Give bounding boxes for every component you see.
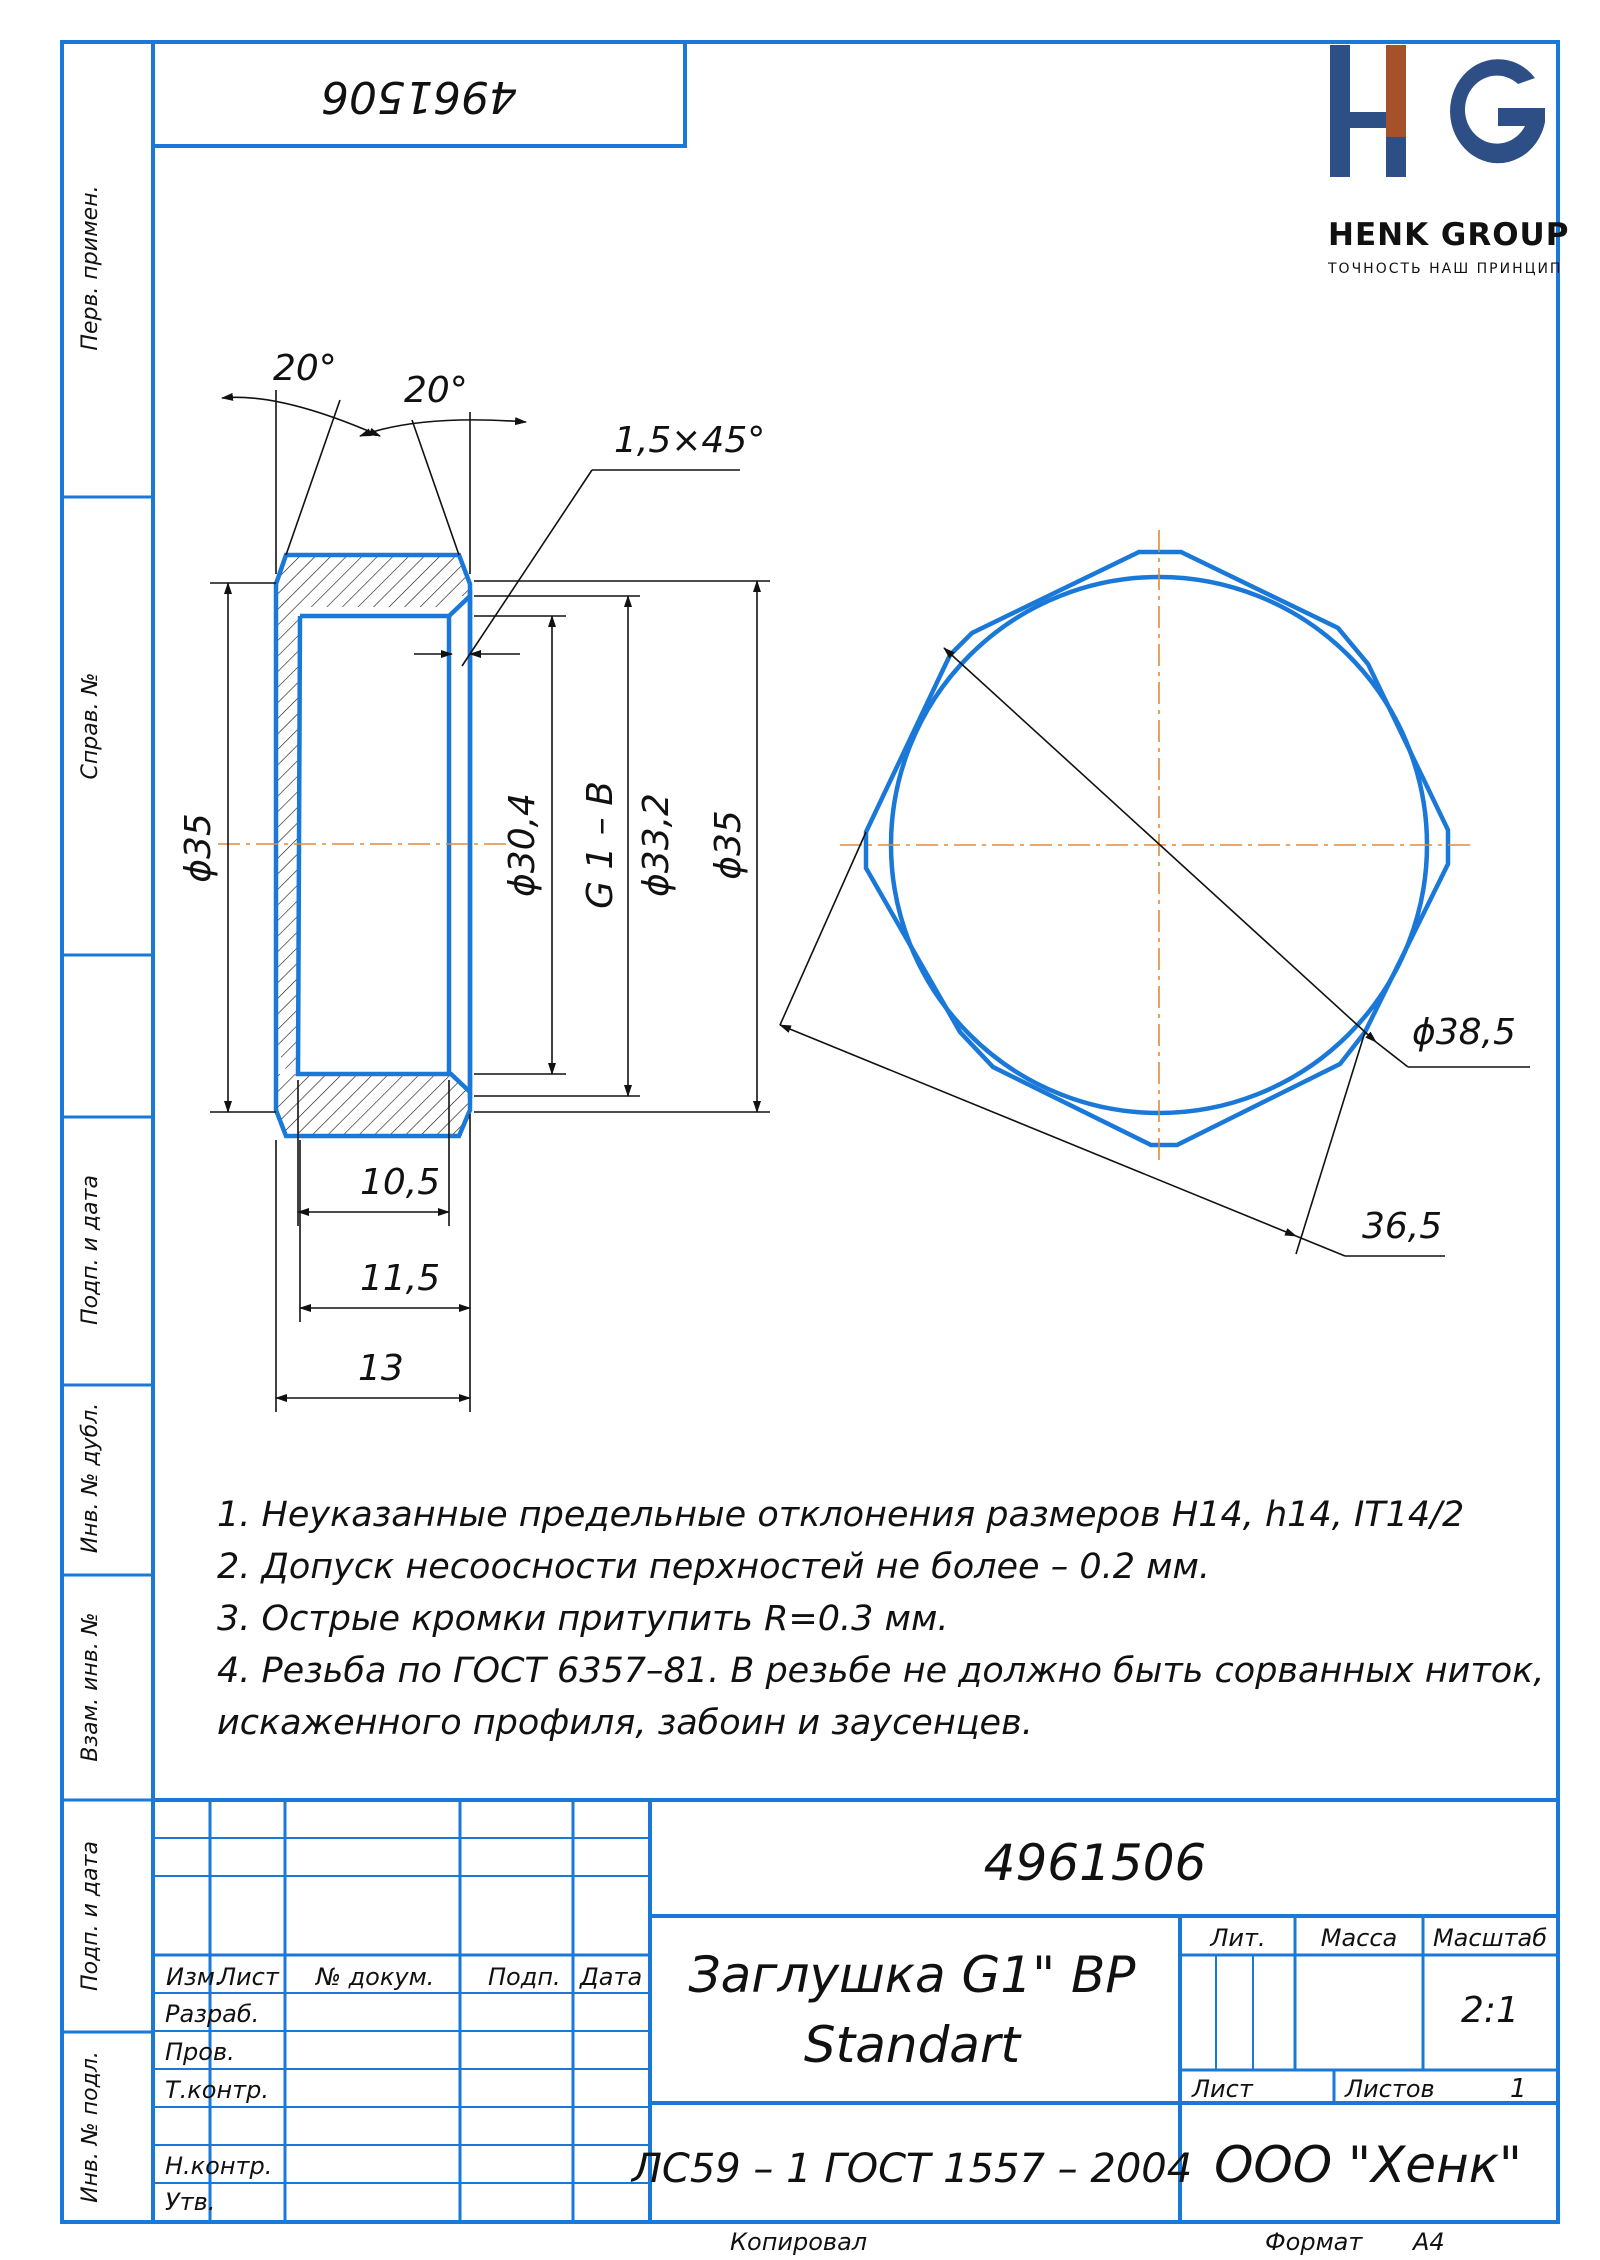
note-line: 1. Неуказанные предельные отклонения размеров H14, h14, IT14/2 xyxy=(217,1495,1465,1535)
part-outline-section xyxy=(276,555,470,1136)
tb-role: Утв. xyxy=(165,2188,216,2216)
section-hatch-top xyxy=(276,555,470,1070)
tb-scale-value: 2:1 xyxy=(1461,1990,1519,2031)
tb-mass-label: Масса xyxy=(1320,1924,1398,1952)
margin-label-inv-podl: Инв. № подл. xyxy=(78,2051,103,2203)
technical-notes xyxy=(217,1495,1544,1743)
section-hatch-bottom xyxy=(276,1074,470,1136)
section-view xyxy=(218,555,520,1136)
tb-header-date: Дата xyxy=(580,1963,643,1991)
sheet-footer xyxy=(730,2228,1445,2256)
logo-name: HENK GROUP xyxy=(1328,217,1570,253)
dim-len-115: 11,5 xyxy=(360,1258,441,1299)
tb-role: Т.контр. xyxy=(165,2076,270,2104)
tb-role: Разраб. xyxy=(165,2000,260,2028)
tb-name-line2: Standart xyxy=(803,2016,1021,2074)
tb-role: Н.контр. xyxy=(165,2152,273,2180)
front-view xyxy=(840,530,1470,1160)
dim-d385: ϕ38,5 xyxy=(1412,1012,1516,1053)
tb-name-line1: Заглушка G1" ВР xyxy=(688,1946,1136,2004)
tb-sheets-label: Листов xyxy=(1345,2075,1435,2103)
note-line: 2. Допуск несоосности перхностей не более – 0.2 мм. xyxy=(217,1547,1211,1587)
dim-across-flats: 36,5 xyxy=(1362,1206,1443,1247)
tb-lit-label: Лит. xyxy=(1210,1924,1266,1952)
tb-company: ООО "Хенк" xyxy=(1214,2136,1522,2194)
logo-mark-icon xyxy=(1330,45,1545,177)
logo-slogan: ТОЧНОСТЬ НАШ ПРИНЦИП xyxy=(1328,261,1563,277)
dim-thread: G 1 – B xyxy=(580,781,621,909)
dim-len-13: 13 xyxy=(358,1348,404,1389)
tb-material: ЛС59 – 1 ГОСТ 1557 – 2004 xyxy=(631,2146,1193,2192)
front-dimensions xyxy=(780,648,1530,1256)
tb-sheets-value: 1 xyxy=(1510,2074,1527,2104)
note-line: 3. Острые кромки притупить R=0.3 мм. xyxy=(217,1599,949,1639)
footer-copied: Копировал xyxy=(730,2228,868,2256)
tb-role: Пров. xyxy=(165,2038,235,2066)
note-line: искаженного профиля, забоин и заусенцев. xyxy=(217,1703,1033,1743)
margin-label-podp1: Подп. и дата xyxy=(78,1175,103,1325)
footer-format-label: Формат xyxy=(1265,2228,1363,2256)
octagon-outline xyxy=(866,552,1448,1145)
dimension-labels xyxy=(178,348,1516,1389)
title-block-text xyxy=(165,1834,1547,2216)
footer-format-value: A4 xyxy=(1413,2228,1445,2256)
dim-d304: ϕ30,4 xyxy=(502,793,543,897)
tb-scale-label: Масштаб xyxy=(1432,1924,1548,1952)
dim-d35-left: ϕ35 xyxy=(178,813,219,883)
note-line: 4. Резьба по ГОСТ 6357–81. В резьбе не должно быть сорванных ниток, xyxy=(217,1651,1545,1691)
margin-label-sprav: Справ. № xyxy=(78,672,103,780)
margin-label-inv-dubl: Инв. № дубл. xyxy=(78,1402,103,1554)
tb-header-sign: Подп. xyxy=(488,1963,561,1991)
dim-d35-right: ϕ35 xyxy=(708,810,749,880)
top-stamp-number: 4961506 xyxy=(321,71,517,122)
dim-angle-left: 20° xyxy=(273,348,337,389)
tb-header-list: Лист xyxy=(218,1963,279,1991)
tb-header-izm: Изм. xyxy=(166,1963,223,1991)
tb-header-doc: № докум. xyxy=(316,1963,435,1991)
dim-len-105: 10,5 xyxy=(360,1162,441,1203)
margin-label-perv: Перв. примен. xyxy=(78,185,103,351)
margin-label-vzam: Взам. инв. № xyxy=(78,1612,103,1762)
company-logo xyxy=(1327,45,1569,277)
tb-sheet-label: Лист xyxy=(1192,2075,1253,2103)
dim-chamfer: 1,5×45° xyxy=(614,420,766,461)
margin-labels xyxy=(78,185,103,2202)
top-stamp xyxy=(153,42,685,146)
dim-angle-right: 20° xyxy=(404,370,468,411)
tb-designation: 4961506 xyxy=(983,1834,1207,1892)
dim-d332: ϕ33,2 xyxy=(636,793,677,897)
margin-label-podp2: Подп. и дата xyxy=(78,1841,103,1991)
